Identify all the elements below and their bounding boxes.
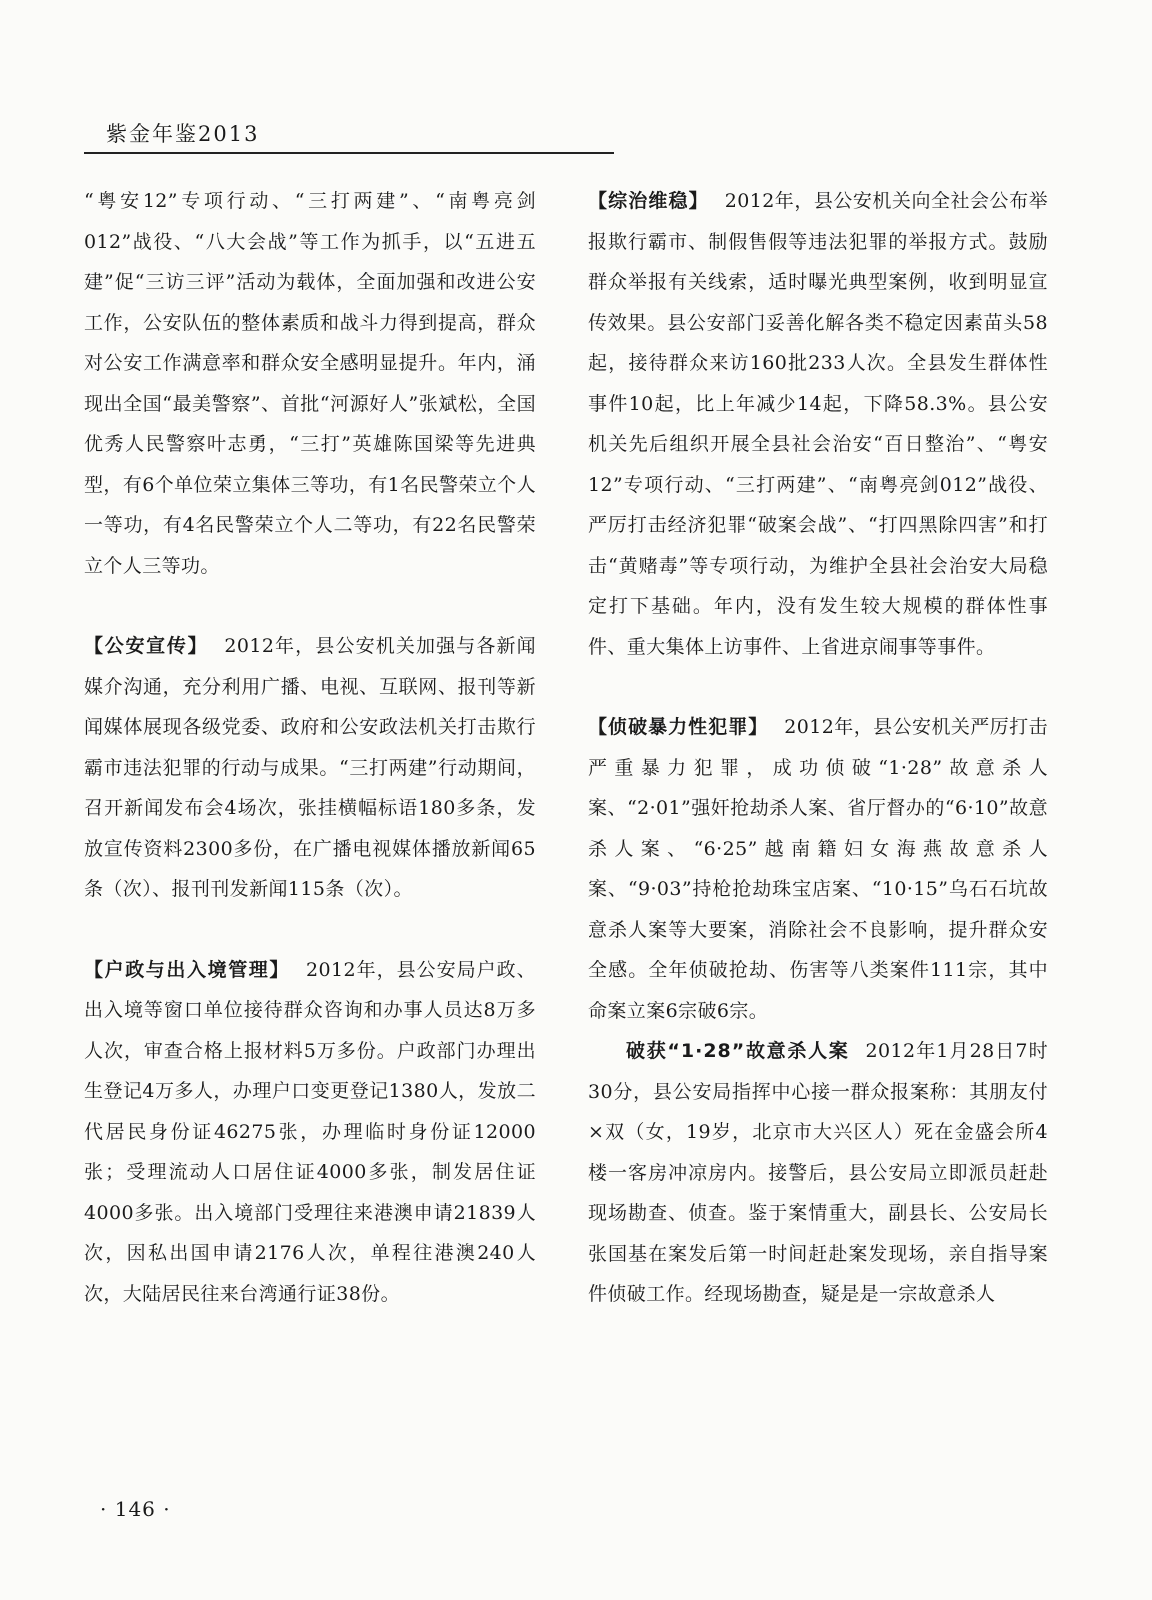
case-paragraph	[588, 1031, 1048, 1315]
section-police-publicity	[84, 626, 536, 910]
header-rule	[84, 152, 614, 154]
section-text: 2012年，县公安局户政、出入境等窗口单位接待群众咨询和办事人员达8万多人次，审查合格上报材料5万多份。户政部门办理出生登记4万多人，办理户口变更登记1380人，发放二代居民身份证46275张，办理临时身份证12000张；受理流动人口居住证4000多张，制发居住证4000多张。出入境部门受理往来港澳申请21839人次，因私出国申请2176人次，单程往港澳240人次，大陆居民往来台湾通行证38份。	[84, 958, 536, 1305]
section-heading: 【公安宣传】	[84, 635, 209, 657]
case-text: 2012年1月28日7时30分，县公安局指挥中心接一群众报案称：其朋友付×双（女，19岁，北京市大兴区人）死在金盛会所4楼一客房冲凉房内。接警后，县公安局立即派员赶赴现场勘查、侦查。鉴于案情重大，副县长、公安局长张国基在案发后第一时间赶赴案发现场，亲自指导案件侦破工作。经现场勘查，疑是是一宗故意杀人	[588, 1040, 1048, 1305]
section-household-registration	[84, 950, 536, 1315]
case-subheading: 破获“1·28”故意杀人案	[626, 1040, 850, 1062]
section-heading: 【户政与出入境管理】	[84, 958, 291, 981]
section-stability	[588, 181, 1048, 667]
running-head: 紫金年鉴2013	[106, 122, 260, 146]
right-column	[588, 181, 1048, 1315]
section-heading: 【综治维稳】	[588, 190, 709, 212]
section-text: 2012年，县公安机关严厉打击严重暴力犯罪，成功侦破“1·28”故意杀人案、“2·01”强奸抢劫杀人案、省厅督办的“6·10”故意杀人案、“6·25”越南籍妇女海燕故意杀人案、“9·03”持枪抢劫珠宝店案、“10·15”乌石石坑故意杀人案等大要案，消除社会不良影响，提升群众安全感。全年侦破抢劫、伤害等八类案件111宗，其中命案立案6宗破6宗。	[588, 716, 1048, 1022]
paragraph-continued: “粤安12”专项行动、“三打两建”、“南粤亮剑012”战役、“八大会战”等工作为抓手，以“五进五建”促“三访三评”活动为载体，全面加强和改进公安工作，公安队伍的整体素质和战斗力得到提高，群众对公安工作满意率和群众安全感明显提升。年内，涌现出全国“最美警察”、首批“河源好人”张斌松，全国优秀人民警察叶志勇，“三打”英雄陈国梁等先进典型，有6个单位荣立集体三等功，有1名民警荣立个人一等功，有4名民警荣立个人二等功，有22名民警荣立个人三等功。	[84, 190, 536, 577]
left-column	[84, 181, 536, 1314]
section-text: 2012年，县公安机关向全社会公布举报欺行霸市、制假售假等违法犯罪的举报方式。鼓励群众举报有关线索，适时曝光典型案例，收到明显宣传效果。县公安部门妥善化解各类不稳定因素苗头58起，接待群众来访160批233人次。全县发生群体性事件10起，比上年减少14起，下降58.3%。县公安机关先后组织开展全县社会治安“百日整治”、“粤安12”专项行动、“三打两建”、“南粤亮剑012”战役、严厉打击经济犯罪“破案会战”、“打四黑除四害”和打击“黄赌毒”等专项行动，为维护全县社会治安大局稳定打下基础。年内，没有发生较大规模的群体性事件、重大集体上访事件、上省进京闹事等事件。	[588, 190, 1048, 658]
section-heading: 【侦破暴力性犯罪】	[588, 716, 769, 738]
section-text: 2012年，县公安机关加强与各新闻媒介沟通，充分利用广播、电视、互联网、报刊等新闻媒体展现各级党委、政府和公安政法机关打击欺行霸市违法犯罪的行动与成果。“三打两建”行动期间，召开新闻发布会4场次，张挂横幅标语180多条，发放宣传资料2300多份，在广播电视媒体播放新闻65条（次）、报刊刊发新闻115条（次）。	[84, 635, 536, 900]
section-violent-crime	[588, 707, 1048, 1031]
page-number: · 146 ·	[100, 1497, 171, 1521]
